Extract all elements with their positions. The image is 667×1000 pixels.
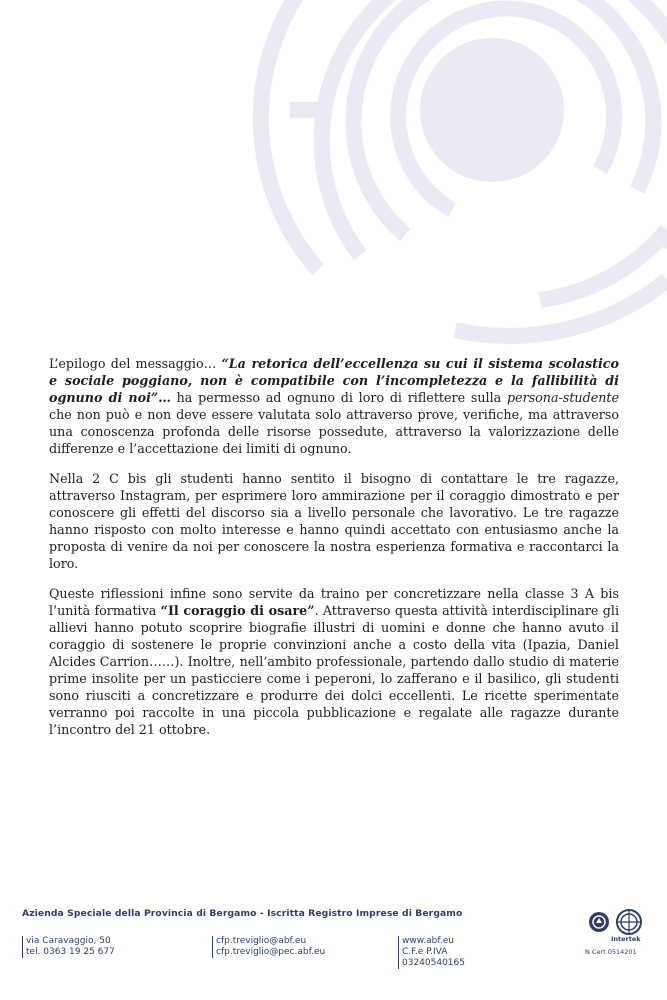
footer-vat: C.F.e P.IVA 03240540165 <box>402 947 465 968</box>
certificate-number: N Cert 0514201 <box>585 948 637 956</box>
emphasis-persona-studente: persona-studente <box>506 390 619 405</box>
paragraph-rest-text: . Attraverso questa attività interdisciplinare gli allievi hanno potuto scoprire biografie illustri di uomini e donne che hanno avuto il coraggio di sostenere le proprie convinzioni anche a costo della vita (Ipazia, Daniel Alcides Carrion……). Inoltre, nell’ambito professionale, partendo dallo studio di materie prime insolite per un pasticciere come i peperoni, lo zafferano e il basilico, gli studenti sono riusciti a concretizzare e produrre dei dolci eccellenti. Le ricette sperimentate verranno poi raccolte in una piccola pubblicazione e regalate alle ragazze durante l’incontro del 21 ottobre. <box>49 603 619 737</box>
footer-address-block <box>22 936 115 958</box>
page-footer <box>22 908 646 968</box>
footer-web-block <box>398 936 502 969</box>
footer-company-name: Azienda Speciale della Provincia di Bergamo - Iscritta Registro Imprese di Bergamo <box>22 908 463 919</box>
certification-logos <box>585 908 655 968</box>
footer-address: via Caravaggio, 50 <box>26 936 111 946</box>
paragraph-reflections <box>49 585 619 738</box>
paragraph-mid-text: ha permesso ad ognuno di loro di riflettere sulla <box>170 390 507 405</box>
paragraph-start-text: Queste riflessioni infine sono servite da traino per concretizzare nella classe 3 A bis l’unità formativa <box>49 586 619 618</box>
paragraph-end-text: che non può e non deve essere valutata solo attraverso prove, verifiche, ma attraverso una conoscenza profonda delle risorse possedute, attraverso la valorizzazione delle differenze e l’accettazione dei limiti di ognuno. <box>49 407 619 456</box>
paragraph-epilogue <box>49 355 619 457</box>
footer-email-block <box>212 936 325 958</box>
footer-pec-link[interactable]: cfp.treviglio@pec.abf.eu <box>216 947 326 957</box>
footer-email-link[interactable]: cfp.treviglio@abf.eu <box>216 936 307 946</box>
paragraph-2c-bis: Nella 2 C bis gli studenti hanno sentito il bisogno di contattare le tre ragazze, attraverso Instagram, per esprimere loro ammirazione per il coraggio dimostrato e per conoscere gli effetti del discorso sia a livello personale che lavorativo. Le tre ragazze hanno risposto con molto interesse e hanno quindi accettato con entusiasmo anche la proposta di venire da noi per conoscere la nostra esperienza formativa e raccontarci la loro. <box>49 471 619 571</box>
quote-text: “La retorica dell’eccellenza su cui il sistema scolastico e sociale poggiano, non è compatibile con l’incompletezza e la fallibilità di ognuno di noi”… <box>49 356 619 405</box>
intertek-label: Intertek <box>611 935 641 943</box>
footer-phone: tel. 0363 19 25 677 <box>26 947 115 957</box>
paragraph-intro-text: L’epilogo del messaggio… <box>49 356 222 371</box>
unit-title-bold: “Il coraggio di osare” <box>160 603 315 618</box>
article-body <box>49 355 619 751</box>
footer-website-link[interactable]: www.abf.eu <box>402 936 454 946</box>
